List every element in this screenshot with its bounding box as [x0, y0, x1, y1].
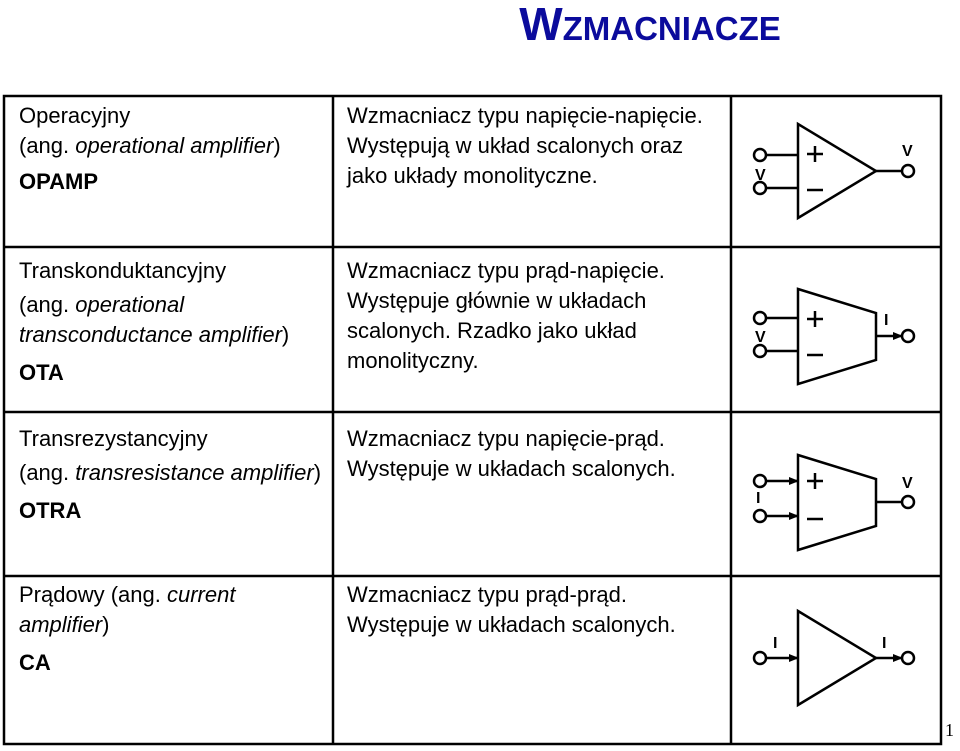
- title-first-letter: W: [519, 0, 563, 50]
- otra-output-label: V: [902, 475, 913, 492]
- ota-symbol: [754, 289, 914, 384]
- ca-symbol: [754, 611, 914, 705]
- ota-input-label: V: [755, 329, 766, 346]
- page-number: 1: [945, 720, 954, 740]
- ang-suffix: ): [313, 460, 322, 485]
- row-name: Prądowy (ang.: [19, 582, 167, 607]
- row-opamp-description: Wzmacniacz typu napięcie-napięcie. Występują w układ scalonych oraz jako układy monolityczne.: [347, 103, 703, 188]
- row-abbr: CA: [19, 650, 51, 675]
- row-abbr: OTA: [19, 360, 64, 385]
- ang-italic: operational transconductance amplifier: [19, 292, 282, 347]
- ota-output-label: I: [884, 312, 889, 329]
- ang-suffix: ): [281, 322, 290, 347]
- opamp-input-label: V: [755, 167, 766, 184]
- row-ca-description: Wzmacniacz typu prąd-prąd. Występuje w układach scalonych.: [347, 582, 676, 637]
- ang-prefix: (ang.: [19, 133, 76, 158]
- ca-input-label: I: [773, 635, 778, 652]
- opamp-output-label: V: [902, 143, 913, 160]
- otra-input-label: I: [756, 490, 761, 507]
- otra-symbol: [754, 455, 914, 550]
- ang-prefix: (ang.: [19, 292, 76, 317]
- row-ota-description: Wzmacniacz typu prąd-napięcie. Występuje głównie w układach scalonych. Rzadko jako układ monolityczny.: [347, 258, 665, 373]
- row-abbr: OTRA: [19, 498, 82, 523]
- row-abbr: OPAMP: [19, 169, 99, 194]
- ang-italic: current amplifier: [19, 582, 236, 637]
- row-otra-description: Wzmacniacz typu napięcie-prąd. Występuje w układach scalonych.: [347, 426, 676, 481]
- ang-italic: transresistance amplifier: [75, 460, 314, 485]
- row-name: Transrezystancyjny: [19, 426, 208, 451]
- row-name: Operacyjny: [19, 103, 131, 128]
- ca-output-label: I: [882, 635, 887, 652]
- row-name: Transkonduktancyjny: [19, 258, 227, 283]
- opamp-symbol: [754, 124, 914, 218]
- title-rest: ZMACNIACZE: [562, 10, 781, 47]
- ang-prefix: (ang.: [19, 460, 76, 485]
- ang-italic: operational amplifier: [75, 133, 274, 158]
- ang-suffix: ): [102, 612, 110, 637]
- ang-suffix: ): [273, 133, 281, 158]
